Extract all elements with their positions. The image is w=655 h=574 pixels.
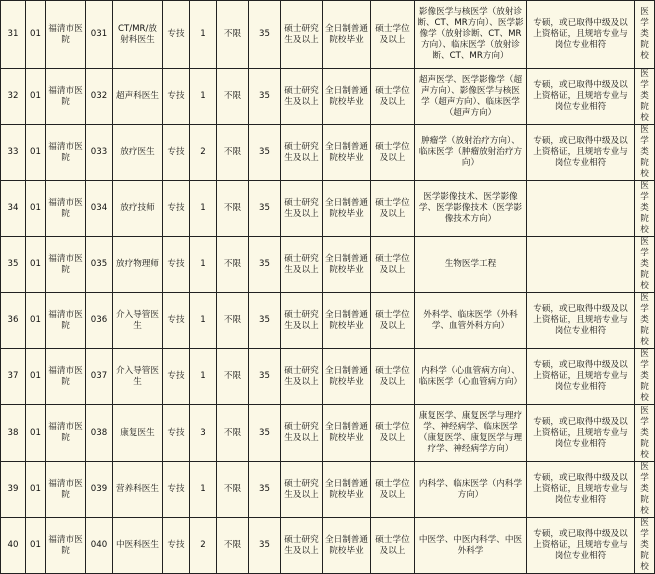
unit-cell: 福清市医院 (46, 518, 86, 574)
age-cell: 35 (249, 405, 281, 462)
education-cell: 硕士研究生及以上 (281, 462, 323, 518)
mode-cell: 全日制普通院校毕业 (323, 518, 371, 574)
table-row (1, 1, 655, 69)
age-cell: 35 (249, 237, 281, 293)
degree-cell: 硕士学位及以上 (371, 1, 415, 69)
mode-cell: 全日制普通院校毕业 (323, 293, 371, 349)
type-cell: 专技 (163, 125, 190, 181)
gender-cell: 不限 (217, 405, 249, 462)
education-cell: 硕士研究生及以上 (281, 69, 323, 125)
count-cell: 1 (190, 293, 217, 349)
seq-cell: 31 (1, 1, 26, 69)
post-code-cell: 035 (86, 237, 113, 293)
unit-code-cell: 01 (26, 69, 46, 125)
degree-cell: 硕士学位及以上 (371, 405, 415, 462)
seq-cell: 32 (1, 69, 26, 125)
unit-code-cell: 01 (26, 1, 46, 69)
unit-code-cell: 01 (26, 405, 46, 462)
gender-cell: 不限 (217, 237, 249, 293)
count-cell: 2 (190, 518, 217, 574)
degree-cell: 硕士学位及以上 (371, 237, 415, 293)
gender-cell: 不限 (217, 518, 249, 574)
post-cell: 超声科医生 (113, 69, 163, 125)
education-cell: 硕士研究生及以上 (281, 405, 323, 462)
unit-cell: 福清市医院 (46, 462, 86, 518)
type-cell: 专技 (163, 518, 190, 574)
type-cell: 专技 (163, 237, 190, 293)
category-cell: 医学类院校 (635, 518, 655, 574)
category-cell: 医学类院校 (635, 125, 655, 181)
education-cell: 硕士研究生及以上 (281, 293, 323, 349)
unit-cell: 福清市医院 (46, 125, 86, 181)
unit-code-cell: 01 (26, 125, 46, 181)
mode-cell: 全日制普通院校毕业 (323, 462, 371, 518)
seq-cell: 38 (1, 405, 26, 462)
table-row (1, 518, 655, 574)
table-row (1, 69, 655, 125)
post-cell: 放疗技师 (113, 181, 163, 237)
education-cell: 硕士研究生及以上 (281, 518, 323, 574)
post-cell: CT/MR/放射科医生 (113, 1, 163, 69)
unit-cell: 福清市医院 (46, 237, 86, 293)
education-cell: 硕士研究生及以上 (281, 181, 323, 237)
degree-cell: 硕士学位及以上 (371, 181, 415, 237)
count-cell: 1 (190, 349, 217, 405)
post-cell: 放疗物理师 (113, 237, 163, 293)
table-row (1, 405, 655, 462)
degree-cell: 硕士学位及以上 (371, 349, 415, 405)
mode-cell: 全日制普通院校毕业 (323, 349, 371, 405)
note-cell: 专硕，或已取得中级及以上资格证，且规培专业与岗位专业相符 (527, 518, 635, 574)
table-row (1, 181, 655, 237)
type-cell: 专技 (163, 1, 190, 69)
count-cell: 2 (190, 125, 217, 181)
table-row (1, 349, 655, 405)
age-cell: 35 (249, 349, 281, 405)
unit-code-cell: 01 (26, 181, 46, 237)
count-cell: 1 (190, 462, 217, 518)
major-cell: 医学影像技术、医学影像学、医学影像技术（医学影像技术方向） (415, 181, 527, 237)
type-cell: 专技 (163, 181, 190, 237)
gender-cell: 不限 (217, 69, 249, 125)
age-cell: 35 (249, 125, 281, 181)
unit-cell: 福清市医院 (46, 405, 86, 462)
note-cell: 专硕，或已取得中级及以上资格证，且规培专业与岗位专业相符 (527, 462, 635, 518)
unit-code-cell: 01 (26, 293, 46, 349)
table-row (1, 125, 655, 181)
post-code-cell: 039 (86, 462, 113, 518)
post-code-cell: 032 (86, 69, 113, 125)
major-cell: 影像医学与核医学（放射诊断、CT、MR方向）、医学影像学（放射诊断、CT、MR方向）、临床医学（放射诊断、CT、MR方向） (415, 1, 527, 69)
gender-cell: 不限 (217, 181, 249, 237)
age-cell: 35 (249, 518, 281, 574)
mode-cell: 全日制普通院校毕业 (323, 405, 371, 462)
unit-cell: 福清市医院 (46, 1, 86, 69)
gender-cell: 不限 (217, 462, 249, 518)
post-code-cell: 037 (86, 349, 113, 405)
major-cell: 内科学（心血管病方向）、临床医学（心血管病方向） (415, 349, 527, 405)
major-cell: 外科学、临床医学（外科学、血管外科方向） (415, 293, 527, 349)
education-cell: 硕士研究生及以上 (281, 349, 323, 405)
count-cell: 3 (190, 405, 217, 462)
unit-code-cell: 01 (26, 237, 46, 293)
post-cell: 营养科医生 (113, 462, 163, 518)
table-row (1, 462, 655, 518)
note-cell: 专硕，或已取得中级及以上资格证，且规培专业与岗位专业相符 (527, 125, 635, 181)
category-cell: 医学类院校 (635, 69, 655, 125)
post-cell: 介入导管医生 (113, 293, 163, 349)
type-cell: 专技 (163, 405, 190, 462)
age-cell: 35 (249, 181, 281, 237)
seq-cell: 33 (1, 125, 26, 181)
mode-cell: 全日制普通院校毕业 (323, 69, 371, 125)
degree-cell: 硕士学位及以上 (371, 69, 415, 125)
category-cell: 医学类院校 (635, 1, 655, 69)
education-cell: 硕士研究生及以上 (281, 237, 323, 293)
unit-cell: 福清市医院 (46, 349, 86, 405)
seq-cell: 35 (1, 237, 26, 293)
seq-cell: 40 (1, 518, 26, 574)
age-cell: 35 (249, 293, 281, 349)
post-cell: 中医科医生 (113, 518, 163, 574)
major-cell: 生物医学工程 (415, 237, 527, 293)
category-cell: 医学类院校 (635, 237, 655, 293)
seq-cell: 36 (1, 293, 26, 349)
category-cell: 医学类院校 (635, 293, 655, 349)
mode-cell: 全日制普通院校毕业 (323, 181, 371, 237)
count-cell: 1 (190, 69, 217, 125)
post-cell: 介入导管医生 (113, 349, 163, 405)
major-cell: 康复医学、康复医学与理疗学、神经病学、临床医学（康复医学、康复医学与理疗学、神经病学方向） (415, 405, 527, 462)
post-code-cell: 033 (86, 125, 113, 181)
age-cell: 35 (249, 69, 281, 125)
seq-cell: 34 (1, 181, 26, 237)
unit-cell: 福清市医院 (46, 293, 86, 349)
table-row (1, 237, 655, 293)
table-row (1, 293, 655, 349)
degree-cell: 硕士学位及以上 (371, 293, 415, 349)
gender-cell: 不限 (217, 125, 249, 181)
unit-code-cell: 01 (26, 349, 46, 405)
post-cell: 康复医生 (113, 405, 163, 462)
type-cell: 专技 (163, 69, 190, 125)
post-code-cell: 031 (86, 1, 113, 69)
mode-cell: 全日制普通院校毕业 (323, 125, 371, 181)
degree-cell: 硕士学位及以上 (371, 125, 415, 181)
gender-cell: 不限 (217, 293, 249, 349)
education-cell: 硕士研究生及以上 (281, 1, 323, 69)
category-cell: 医学类院校 (635, 462, 655, 518)
post-code-cell: 036 (86, 293, 113, 349)
note-cell: 专硕，或已取得中级及以上资格证，且规培专业与岗位专业相符 (527, 69, 635, 125)
count-cell: 1 (190, 1, 217, 69)
post-code-cell: 040 (86, 518, 113, 574)
note-cell: 专硕，或已取得中级及以上资格证，且规培专业与岗位专业相符 (527, 405, 635, 462)
category-cell: 医学类院校 (635, 349, 655, 405)
post-code-cell: 034 (86, 181, 113, 237)
mode-cell: 全日制普通院校毕业 (323, 1, 371, 69)
type-cell: 专技 (163, 293, 190, 349)
type-cell: 专技 (163, 349, 190, 405)
note-cell: 专硕，或已取得中级及以上资格证，且规培专业与岗位专业相符 (527, 1, 635, 69)
major-cell: 中医学、中医内科学、中医外科学 (415, 518, 527, 574)
unit-cell: 福清市医院 (46, 181, 86, 237)
gender-cell: 不限 (217, 1, 249, 69)
note-cell: 专硕，或已取得中级及以上资格证，且规培专业与岗位专业相符 (527, 293, 635, 349)
post-cell: 放疗医生 (113, 125, 163, 181)
table-body (1, 1, 655, 574)
category-cell: 医学类院校 (635, 181, 655, 237)
note-cell (527, 181, 635, 237)
unit-code-cell: 01 (26, 462, 46, 518)
note-cell (527, 237, 635, 293)
age-cell: 35 (249, 462, 281, 518)
count-cell: 1 (190, 181, 217, 237)
post-code-cell: 038 (86, 405, 113, 462)
degree-cell: 硕士学位及以上 (371, 518, 415, 574)
education-cell: 硕士研究生及以上 (281, 125, 323, 181)
major-cell: 超声医学、医学影像学（超声方向）、影像医学与核医学（超声方向）、临床医学（超声方向） (415, 69, 527, 125)
degree-cell: 硕士学位及以上 (371, 462, 415, 518)
seq-cell: 39 (1, 462, 26, 518)
mode-cell: 全日制普通院校毕业 (323, 237, 371, 293)
unit-code-cell: 01 (26, 518, 46, 574)
major-cell: 肿瘤学（放射治疗方向）、临床医学（肿瘤放射治疗方向） (415, 125, 527, 181)
note-cell: 专硕，或已取得中级及以上资格证，且规培专业与岗位专业相符 (527, 349, 635, 405)
category-cell: 医学类院校 (635, 405, 655, 462)
type-cell: 专技 (163, 462, 190, 518)
seq-cell: 37 (1, 349, 26, 405)
count-cell: 1 (190, 237, 217, 293)
gender-cell: 不限 (217, 349, 249, 405)
unit-cell: 福清市医院 (46, 69, 86, 125)
age-cell: 35 (249, 1, 281, 69)
major-cell: 内科学、临床医学（内科学方向） (415, 462, 527, 518)
